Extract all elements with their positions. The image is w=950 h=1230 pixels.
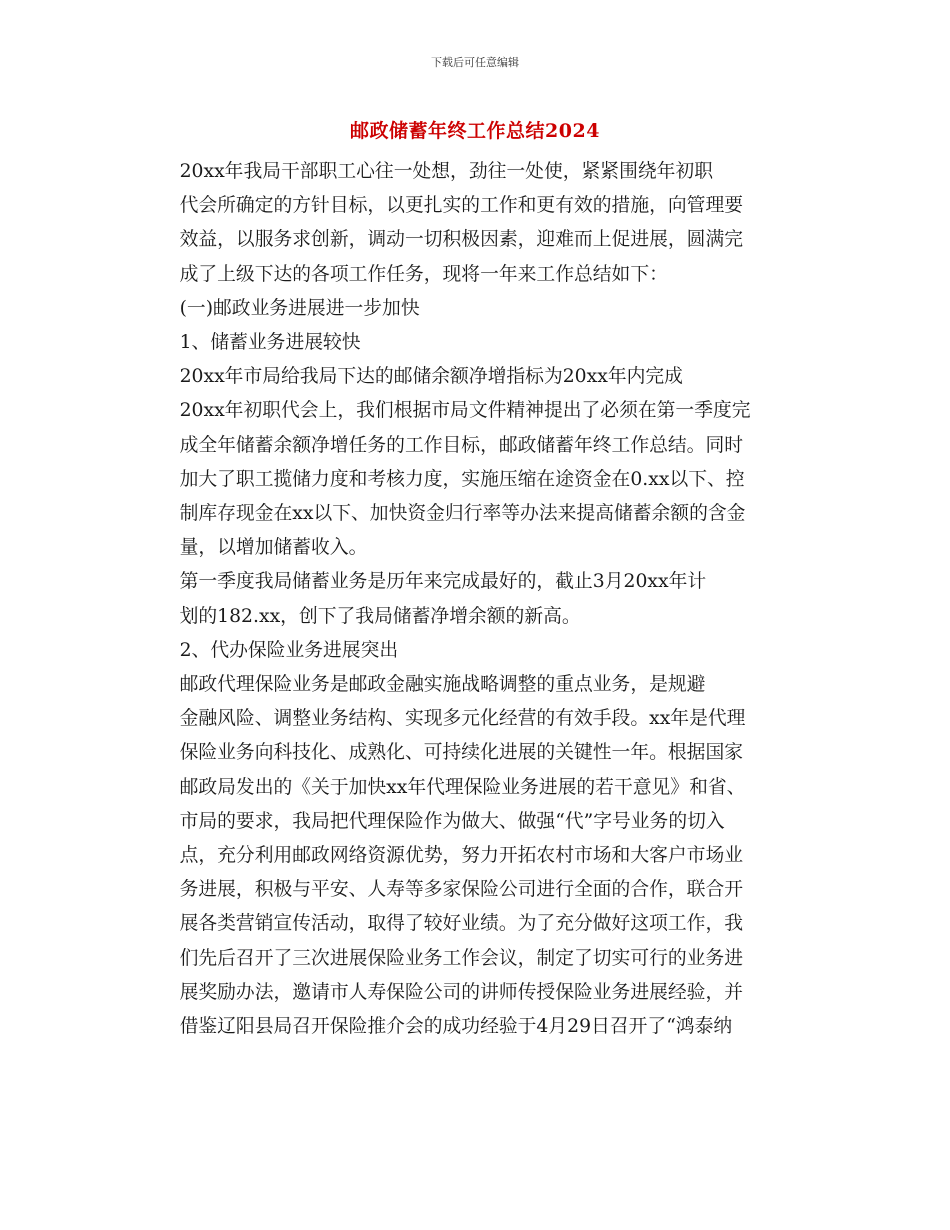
text-line: (一)邮政业务进展进一步加快 [179, 297, 420, 319]
text-line: 成全年储蓄余额净增任务的工作目标，邮政储蓄年终工作总结。同时 [179, 434, 744, 456]
document-body [142, 155, 808, 1044]
text-line: 20xx年市局给我局下达的邮储余额净增指标为20xx年内完成 [179, 366, 683, 388]
paragraph-first-quarter [142, 565, 808, 633]
text-line: 成了上级下达的各项工作任务，现将一年来工作总结如下： [179, 263, 668, 285]
text-line: 1、储蓄业务进展较快 [179, 332, 361, 354]
section-heading [142, 292, 808, 326]
subsection-heading [142, 634, 808, 668]
text-line: 2、代办保险业务进展突出 [179, 639, 399, 661]
paragraph-savings [142, 360, 808, 565]
text-line: 20xx年我局干部职工心往一处想，劲往一处使，紧紧围绕年初职 [179, 161, 713, 182]
paragraph-intro [142, 155, 808, 292]
text-line: 展各类营销宣传活动，取得了较好业绩。为了充分做好这项工作，我 [179, 913, 744, 935]
text-line: 量，以增加储蓄收入。 [179, 537, 368, 559]
text-line: 市局的要求，我局把代理保险作为做大、做强“代”字号业务的切入 [179, 810, 725, 832]
text-line: 邮政局发出的《关于加快xx年代理保险业务进展的若干意见》和省、 [179, 776, 746, 798]
text-line: 金融风险、调整业务结构、实现多元化经营的有效手段。xx年是代理 [179, 708, 746, 730]
text-line: 邮政代理保险业务是邮政金融实施战略调整的重点业务，是规避 [179, 674, 706, 696]
document-title: 邮政储蓄年终工作总结2024 [350, 120, 600, 142]
page-header-note: 下载后可任意编辑 [431, 56, 519, 69]
text-line: 展奖励办法，邀请市人寿保险公司的讲师传授保险业务进展经验，并 [179, 981, 744, 1003]
subsection-heading [142, 326, 808, 360]
text-line: 20xx年初职代会上，我们根据市局文件精神提出了必须在第一季度完 [179, 400, 751, 422]
text-line: 代会所确定的方针目标，以更扎实的工作和更有效的措施，向管理要 [179, 195, 744, 217]
text-line: 制库存现金在xx以下、加快资金归行率等办法来提高储蓄余额的含金 [179, 503, 746, 525]
text-line: 加大了职工揽储力度和考核力度，实施压缩在途资金在0.xx以下、控 [179, 468, 745, 490]
text-line: 借鉴辽阳县局召开保险推介会的成功经验于4月29日召开了“鸿泰纳 [179, 1016, 733, 1038]
text-line: 点，充分利用邮政网络资源优势，努力开拓农村市场和大客户市场业 [179, 845, 744, 867]
paragraph-insurance [142, 668, 808, 1044]
text-line: 效益，以服务求创新，调动一切积极因素，迎难而上促进展，圆满完 [179, 229, 744, 251]
text-line: 保险业务向科技化、成熟化、可持续化进展的关键性一年。根据国家 [179, 742, 744, 764]
text-line: 务进展，积极与平安、人寿等多家保险公司进行全面的合作，联合开 [179, 879, 744, 901]
text-line: 第一季度我局储蓄业务是历年来完成最好的，截止3月20xx年计 [179, 571, 707, 593]
text-line: 们先后召开了三次进展保险业务工作会议，制定了切实可行的业务进 [179, 947, 744, 969]
text-line: 划的182.xx，创下了我局储蓄净增余额的新高。 [179, 605, 581, 627]
